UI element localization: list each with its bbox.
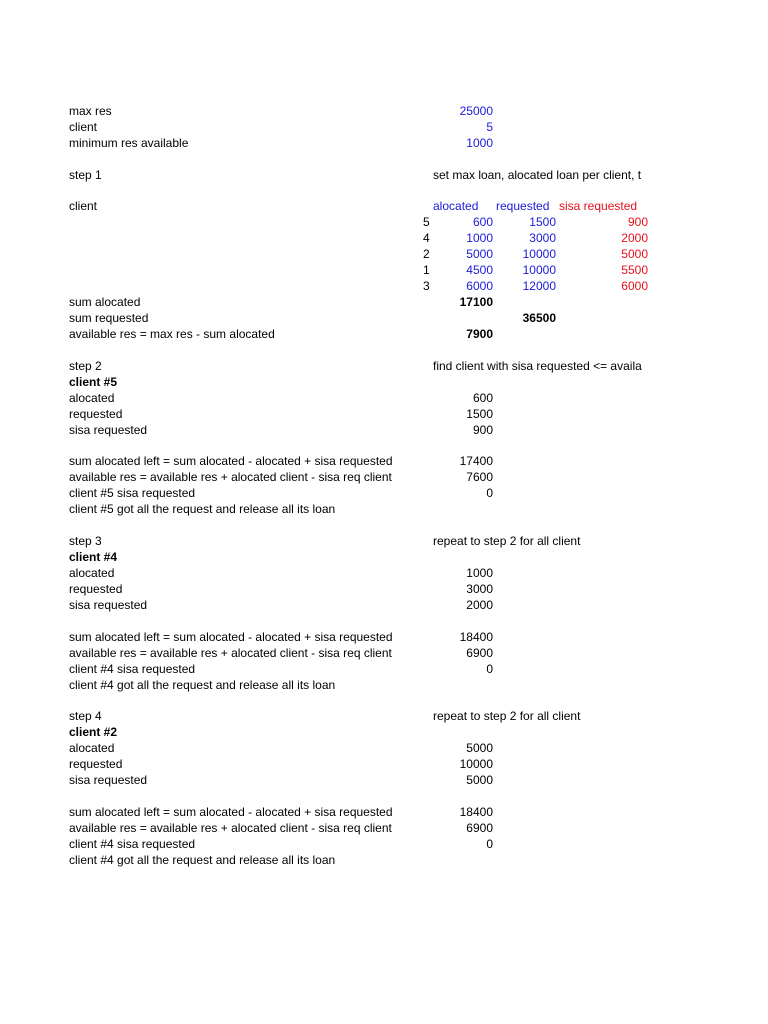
column-header-alocated: alocated: [433, 199, 479, 213]
available-res-value: 7600: [466, 470, 493, 484]
sisa-requested-label: sisa requested: [69, 773, 148, 787]
step-label: step 4: [69, 709, 102, 723]
available-res-label: available res = max res - sum alocated: [69, 327, 275, 341]
sum-alocated-left-label: sum alocated left = sum alocated - alocated + sisa requested: [69, 454, 393, 468]
available-res-label: available res = available res + alocated client - sisa req client: [69, 821, 392, 835]
sum-alocated-left-label: sum alocated left = sum alocated - alocated + sisa requested: [69, 630, 393, 644]
client-id: 2: [423, 247, 430, 261]
alocated-value: 600: [472, 391, 493, 405]
alocated-cell: 1000: [466, 231, 493, 245]
sum-requested-label: sum requested: [69, 311, 149, 325]
available-res-value: 6900: [466, 821, 493, 835]
step-note: repeat to step 2 for all client: [433, 534, 581, 548]
sisa-requested-cell: 5000: [621, 247, 648, 261]
release-note: client #4 got all the request and release all its loan: [69, 853, 336, 867]
client-sisa-label: client #4 sisa requested: [69, 662, 196, 676]
available-res-value: 6900: [466, 646, 493, 660]
sisa-requested-value: 2000: [466, 598, 493, 612]
step1-client-label: client: [69, 199, 98, 213]
client-id: 3: [423, 279, 430, 293]
sum-alocated-label: sum alocated: [69, 295, 141, 309]
sum-alocated-value: 17100: [459, 295, 493, 309]
requested-cell: 3000: [529, 231, 556, 245]
client-count-value: 5: [486, 120, 493, 134]
max-res-label: max res: [69, 104, 112, 118]
alocated-cell: 600: [472, 215, 493, 229]
release-note: client #4 got all the request and release all its loan: [69, 678, 336, 692]
client-id: 5: [423, 215, 430, 229]
requested-label: requested: [69, 757, 123, 771]
client-sisa-label: client #4 sisa requested: [69, 837, 196, 851]
client-id: 4: [423, 231, 430, 245]
sisa-requested-value: 5000: [466, 773, 493, 787]
sum-alocated-left-value: 17400: [459, 454, 493, 468]
step-client-title: client #4: [69, 550, 118, 564]
step-note: find client with sisa requested <= availa: [433, 359, 642, 373]
alocated-label: alocated: [69, 566, 115, 580]
requested-label: requested: [69, 407, 123, 421]
requested-value: 3000: [466, 582, 493, 596]
sisa-requested-cell: 6000: [621, 279, 648, 293]
client-sisa-value: 0: [486, 486, 493, 500]
sum-alocated-left-value: 18400: [459, 630, 493, 644]
requested-cell: 10000: [522, 247, 556, 261]
step-client-title: client #5: [69, 375, 118, 389]
alocated-value: 1000: [466, 566, 493, 580]
step1-label: step 1: [69, 168, 102, 182]
sisa-requested-cell: 5500: [621, 263, 648, 277]
release-note: client #5 got all the request and release all its loan: [69, 502, 336, 516]
requested-cell: 12000: [522, 279, 556, 293]
column-header-sisa-requested: sisa requested: [559, 199, 638, 213]
available-res-value: 7900: [466, 327, 493, 341]
sum-alocated-left-label: sum alocated left = sum alocated - alocated + sisa requested: [69, 805, 393, 819]
sum-requested-value: 36500: [522, 311, 556, 325]
sisa-requested-label: sisa requested: [69, 423, 148, 437]
sisa-requested-label: sisa requested: [69, 598, 148, 612]
available-res-label: available res = available res + alocated client - sisa req client: [69, 470, 392, 484]
alocated-cell: 6000: [466, 279, 493, 293]
requested-value: 1500: [466, 407, 493, 421]
max-res-value: 25000: [459, 104, 493, 118]
alocated-value: 5000: [466, 741, 493, 755]
requested-cell: 10000: [522, 263, 556, 277]
min-res-value: 1000: [466, 136, 493, 150]
alocated-label: alocated: [69, 741, 115, 755]
client-sisa-label: client #5 sisa requested: [69, 486, 196, 500]
column-header-requested: requested: [496, 199, 550, 213]
min-res-label: minimum res available: [69, 136, 189, 150]
alocated-label: alocated: [69, 391, 115, 405]
client-count-label: client: [69, 120, 98, 134]
alocated-cell: 4500: [466, 263, 493, 277]
step-client-title: client #2: [69, 725, 118, 739]
alocated-cell: 5000: [466, 247, 493, 261]
sum-alocated-left-value: 18400: [459, 805, 493, 819]
step1-note: set max loan, alocated loan per client, t: [433, 168, 642, 182]
requested-label: requested: [69, 582, 123, 596]
step-label: step 2: [69, 359, 102, 373]
client-sisa-value: 0: [486, 837, 493, 851]
sisa-requested-value: 900: [472, 423, 493, 437]
available-res-label: available res = available res + alocated client - sisa req client: [69, 646, 392, 660]
client-sisa-value: 0: [486, 662, 493, 676]
client-id: 1: [423, 263, 430, 277]
requested-value: 10000: [459, 757, 493, 771]
sisa-requested-cell: 2000: [621, 231, 648, 245]
sisa-requested-cell: 900: [627, 215, 648, 229]
step-label: step 3: [69, 534, 102, 548]
step-note: repeat to step 2 for all client: [433, 709, 581, 723]
requested-cell: 1500: [529, 215, 556, 229]
